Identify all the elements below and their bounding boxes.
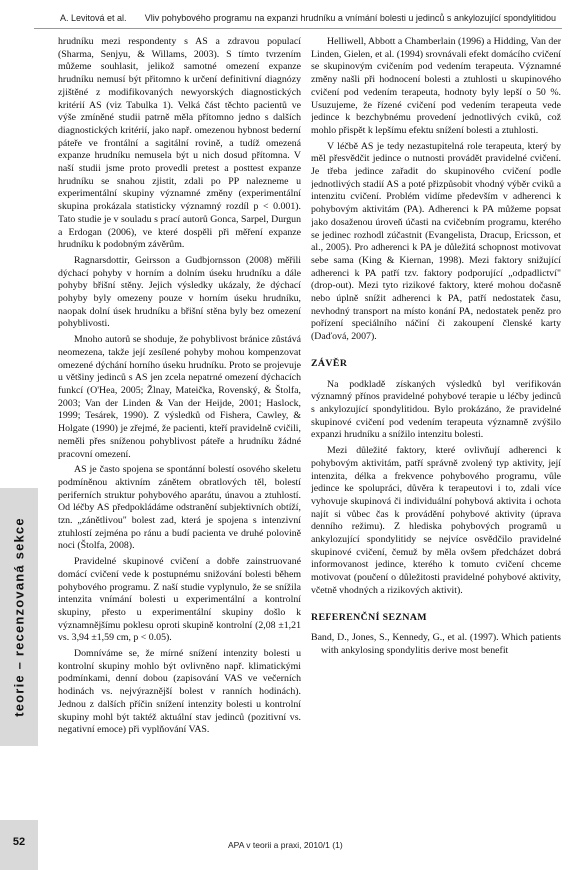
page-number-box [0,820,38,870]
right-column [311,36,561,836]
paragraph: Ragnarsdottir, Geirsson a Gudbjornsson (2008) měřili dýchací pohyby v horním a dolním úseku hrudníku a dále pohyby břišní stěny. Jejich výsledky ukázaly, že dýchací pohyby byly omezeny pouze v horním úseku hrudníku, naopak dolní úsek hrudníku a břišní stěna byly bez omezení pohyblivosti. [58,254,301,330]
left-column [58,36,301,836]
paragraph: hrudníku mezi respondenty s AS a zdravou populací (Sharma, Senjyu, & Willams, 2003). S tímto tvrzením můžeme souhlasit, jelikož samotné omezení expanze hrudníku nemusí být přitomno k určení definitivní diagnózy zjištěné z modifikovaných newyorských diagnostických kritérií AS (viz Tabulka 1). Velká část těchto pacientů ve výše zmíněné studii patrně měla přítomno jedno s dalších diagnostických kritérií, jako např. omezenou hybnost bederní páteře ve frontální a sagitální rovině, a tudíž omezená expanze hrudníku nemusela být u nich dosud přítomna. V naší studii jsme proto provedli pretest a posttest expanze hrudníku se snahou zjistit, zdali po PP nalezneme u experimentální skupiny významné změny (experimentální skupina prokázala statisticky významný rozdíl p < 0.001). Tato studie je v souladu s prací autorů Gonca, Sarpel, Durgun a Erdogan (2006), ve které dospěli při měření expanze hrudníku k podobným závěrům. [58,36,301,251]
references-heading: REFERENČNÍ SEZNAM [311,611,427,623]
reference-item: Band, D., Jones, S., Kennedy, G., et al. (1997). Which patients with ankylosing spondylitis derive most benefit [311,632,561,656]
paragraph: Na podkladě získaných výsledků byl verifikován významný přínos pravidelné pohybové terapie u léčby jedinců s ankylozující spondylitidou. Bylo prokázáno, že pravidelné skupinové cvičení pod vedením terapeuta významně zvýšilo expanzi hrudníku a snížilo intenzitu bolesti. [311,378,561,441]
header-authors: A. Levitová et al. [60,13,127,23]
side-section-label: teorie – recenzovaná sekce [11,517,27,717]
paragraph: AS je často spojena se spontánní bolestí osového skeletu podmíněnou aktivním zánětem obratlových těl, bolestí periferních struktur pohybového aparátu, únavou a ztuhlostí. Od léčby AS předpokládáme odstranění subjektivních obtíží, tzn. „zánětlivou" bolest zad, která je spojena s intenzivní ztuhlostí zejména po ránu a budí pacienta ve druhé polovině noci (Štolfa, 2008). [58,464,301,552]
paragraph: Mezi důležité faktory, které ovlivňují adherenci k pohybovým aktivitám, patří správně zvolený typ aktivity, její intenzita, délka a frekvence pohybového programu, vůle jedince ke spolupráci, důvěra k terapeutovi i to, zdali více vyhovuje skupinová či individuální pohybová aktivita i ochota najít si vůbec čas k provádění pohybové aktivity (úprava denního režimu). Z hlediska pohybových programů u ankylozující spondylitidy se nejvíce osvědčilo pravidelné skupinové cvičení, čemuž by měla ovšem předcházet dobrá informovanost jedince, kterého k tomuto cvičení chceme motivovat (poučení o důležitosti pravidelné pohybové aktivity, včetně vhodných a rizikových aktivit). [311,445,561,596]
paragraph: Mnoho autorů se shoduje, že pohyblivost bránice zůstává neomezena, takže její zesílené pohyby mohou kompenzovat omezené dýchání horního úseku hrudníku. Proto se projevuje u většiny jedinců s AS jen zcela nepatrné omezení dýchacích funkcí (O'Hea, 2005; Žlnay, Mateička, Rovenský, & Štolfa, 2003; Van der Linden & Van der Heijde, 2001; Haslock, 1999; Tesárek, 1990). Z výsledků od Fishera, Cawley, & Holgate (1990) je zřejmé, že pacienti, kteří pravidelně cvičili, neměli přes sníženou pohyblivost páteře a hrudníku žádné pracovní omezení. [58,334,301,460]
header-title: Vliv pohybového programu na expanzi hrudníku a vnímání bolesti u jedinců s ankylozující spondylitidou [144,13,556,23]
paragraph: Domníváme se, že mírné snížení intenzity bolesti u kontrolní skupiny mohlo být ovlivněno např. klimatickými podmínkami, denní dobou (zapisování VAS ve večerních hodinách vs. nejvýraznější bolest v ranních hodinách). Jednou z dalších příčin snížení intenzity bolesti u kontrolní skupiny mohl být taktéž aktuální stav jedinců (pozitivní vs. negativní emoce) při vyplňování VAS. [58,648,301,736]
page-number: 52 [12,836,26,848]
journal-footer: APA v teorii a praxi, 2010/1 (1) [228,840,343,850]
paragraph: Helliwell, Abbott a Chamberlain (1996) a Hidding, Van der Linden, Gielen, et al. (1994) srovnávali efekt domácího cvičení se skupinovým cvičením pod vedením terapeuta. Významné změny našli při hodnocení bolesti a ztuhlosti u skupinového cvičení pod vedením terapeuta, hodnoty byly lepší o 50 %. Usuzujeme, že řízené cvičení pod vedením terapeuta vede jedince k bezchybnému provedení jednotlivých cviků, což mohlo přispět k lepšímu efektu snížení bolesti a ztuhlosti. [311,36,561,136]
paragraph: V léčbě AS je tedy nezastupitelná role terapeuta, který by měl přesvědčit jedince o nutnosti provádět pravidelné cvičení. Je třeba jedince zařadit do skupinového cvičení podle jednotlivých stadií AS a poté přizpůsobit vhodný výběr cviků a intenzitu cvičení. Problém vidíme především v adherenci k pohybovým aktivitám (PA). Adherenci k PA můžeme popsat jako dosaženou úroveň účasti na cvičebním programu, kterého se jedinec rozhodl zúčastnit (Evangelista, Dracup, Ericsson, et al., 2005). Pro adherenci k PA je důležitá schopnost motivovat sebe sama (King & Kiernan, 1998). Mezi faktory snižující adherenci k PA patří tzv. faktory podporující „odpadlictví" (drop-out). Mezi tyto rizikové faktory, které mohou dočasně nebo úplně snížit adherenci k PA, patří nedostatek času, nevhodný transport na místo konání PA, nedostatek peněz pro pořízení speciálního náčiní či zakoupení členské karty (Daďová, 2007). [311,140,561,343]
paragraph: Pravidelné skupinové cvičení a dobře zainstruované domácí cvičení vede k postupnému snižování bolesti během pohybového programu. Z naší studie vyplynulo, že se snížila intenzita vnímání bolesti u experimentální a kontrolní skupiny, přesto u experimentální skupiny došlo k významnějšímu poklesu oproti skupině kontrolní (2,08 ±1,21 vs. 3,94 ±1,59 cm, p < 0.05). [58,556,301,644]
running-header [34,8,562,29]
conclusion-heading: ZÁVĚR [311,357,348,369]
